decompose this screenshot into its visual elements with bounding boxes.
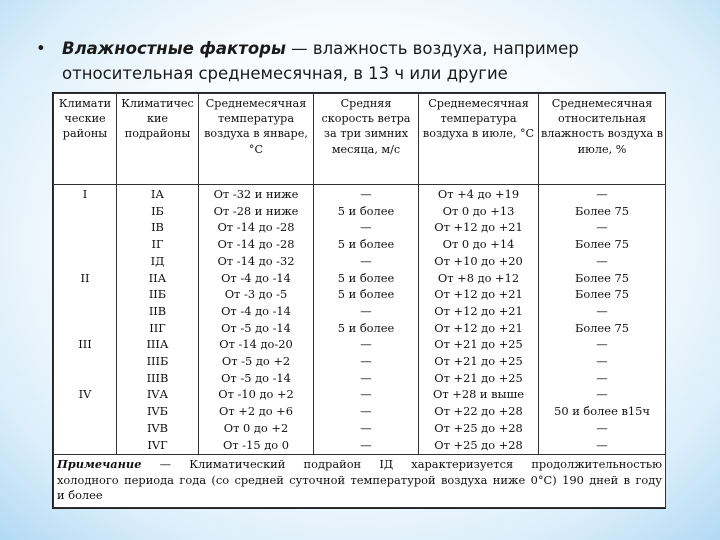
table-cell: От -4 до -14 [221, 270, 291, 285]
table-cell: Более 75 [574, 203, 630, 218]
table-body-row [54, 185, 666, 455]
table-cell: От -14 до-20 [219, 337, 293, 352]
bullet-dot-icon: • [36, 39, 46, 58]
table-cell: От +4 до +19 [437, 187, 520, 201]
table-cell: — [360, 387, 372, 402]
table-cell [54, 320, 116, 337]
table-cell: IВ [151, 220, 164, 235]
table-cell: От +25 до +28 [434, 437, 523, 452]
bullet-body [62, 36, 676, 86]
table-cell: От -10 до +2 [218, 387, 294, 402]
table-cell: — [596, 437, 608, 452]
table-cell: От +8 до +12 [437, 270, 520, 285]
table-cell: От +10 до +20 [434, 253, 523, 268]
climate-table [53, 93, 666, 508]
table-cell: — [360, 187, 372, 201]
table-cell: — [360, 420, 372, 435]
table-cell: От -28 и ниже [213, 203, 299, 218]
july-humidity-column [539, 185, 666, 455]
table-cell [54, 286, 116, 303]
table-note-row [54, 455, 666, 508]
subregions-column [117, 185, 199, 455]
table-cell: От 0 до +13 [442, 203, 515, 218]
table-cell: 5 и более [337, 237, 395, 252]
table-cell: IIГ [149, 320, 166, 335]
table-cell [54, 437, 116, 454]
table-cell: — [360, 337, 372, 352]
bullet-paragraph [36, 36, 676, 86]
table-note [54, 455, 666, 508]
climate-table-image [52, 92, 666, 509]
wind-speed-column [314, 185, 419, 455]
table-cell: IVБ [146, 404, 169, 419]
table-cell: От +2 до +6 [219, 404, 293, 419]
table-cell: От +12 до +21 [434, 303, 523, 318]
table-cell: 5 и более [337, 270, 395, 285]
table-cell: IVВ [146, 420, 169, 435]
table-cell: — [596, 420, 608, 435]
table-cell: От +21 до +25 [434, 337, 523, 352]
header-july-temperature: Среднемесячная температура воздуха в июле, °С [419, 94, 539, 185]
table-cell: От +25 до +28 [434, 420, 523, 435]
table-cell: IД [150, 253, 165, 268]
table-cell: От +21 до +25 [434, 354, 523, 369]
note-text-1: — Климатический подрайон IД характеризуется продолжительностью [141, 457, 662, 472]
table-cell: От 0 до +2 [223, 420, 289, 435]
header-climate-subregions: Климатичес кие подрайоны [117, 94, 199, 185]
table-cell [54, 370, 116, 387]
table-cell: IV [78, 387, 92, 402]
january-temperature-column [199, 185, 314, 455]
july-temperature-column [419, 185, 539, 455]
note-line-1 [57, 457, 662, 473]
table-cell [54, 420, 116, 437]
header-january-temperature: Среднемесячная температура воздуха в январе,°С [199, 94, 314, 185]
table-cell: IVГ [147, 437, 168, 452]
table-cell: IА [150, 187, 165, 201]
table-cell: 5 и более [337, 320, 395, 335]
header-winter-wind-speed: Средняя скорость ветра за три зимних месяца, м/с [314, 94, 419, 185]
table-cell: От 0 до +14 [442, 237, 515, 252]
regions-column [54, 185, 117, 455]
table-cell: — [360, 354, 372, 369]
table-cell: От -15 до 0 [223, 437, 289, 452]
table-cell: IIIБ [146, 354, 169, 369]
table-cell: — [596, 253, 608, 268]
table-cell: 5 и более [337, 203, 395, 218]
bullet-text: — влажность воздуха, например относительная среднемесячная, в 13 ч или другие [62, 39, 579, 83]
table-cell: IБ [151, 203, 164, 218]
table-cell: От +12 до +21 [434, 287, 523, 302]
table-cell [54, 253, 116, 270]
table-cell: IVА [146, 387, 169, 402]
table-cell: IIА [148, 270, 167, 285]
table-cell: — [596, 187, 608, 201]
table-cell: Более 75 [574, 237, 630, 252]
table-cell: — [360, 220, 372, 235]
table-cell: От -14 до -28 [217, 220, 295, 235]
table-cell [54, 219, 116, 236]
table-cell: Более 75 [574, 270, 630, 285]
table-cell: От -32 и ниже [213, 187, 299, 201]
table-cell: От +12 до +21 [434, 320, 523, 335]
bullet-item [36, 36, 676, 86]
table-cell: III [78, 337, 92, 352]
table-cell: От +28 и выше [433, 387, 524, 402]
table-cell: — [596, 387, 608, 402]
bullet-title: Влажностные факторы [62, 39, 286, 58]
table-cell: От -4 до -14 [221, 303, 291, 318]
table-cell: — [596, 220, 608, 235]
table-cell: IIВ [148, 303, 167, 318]
table-cell: IIБ [148, 287, 167, 302]
table-cell [54, 203, 116, 220]
table-cell: От +22 до +28 [434, 404, 523, 419]
note-label: Примечание [57, 457, 142, 472]
table-cell: — [596, 370, 608, 385]
table-cell [54, 403, 116, 420]
table-cell: — [360, 253, 372, 268]
header-climate-regions: Климати ческие районы [54, 94, 117, 185]
table-cell: IIIВ [146, 370, 169, 385]
table-cell: — [596, 354, 608, 369]
table-cell: I [82, 187, 88, 201]
table-cell: — [360, 437, 372, 452]
table-cell: — [360, 303, 372, 318]
table-cell: — [360, 370, 372, 385]
table-cell: Более 75 [574, 320, 630, 335]
table-cell: II [80, 270, 90, 285]
table-cell: IГ [151, 237, 164, 252]
table-cell [54, 303, 116, 320]
table-cell: От -3 до -5 [224, 287, 288, 302]
table-cell: Более 75 [574, 287, 630, 302]
table-cell [54, 236, 116, 253]
table-header-row [54, 94, 666, 185]
table-cell: От -14 до -32 [217, 253, 295, 268]
table-cell: 50 и более в15ч [554, 404, 650, 419]
note-line-3: и более [57, 488, 103, 503]
table-cell: — [360, 404, 372, 419]
table-cell: От -5 до -14 [221, 370, 291, 385]
table-cell: От -5 до +2 [221, 354, 291, 369]
table-cell: — [596, 337, 608, 352]
table-cell: От -5 до -14 [221, 320, 291, 335]
table-cell: — [596, 303, 608, 318]
table-cell [54, 353, 116, 370]
header-july-humidity: Среднемесячная относительная влажность воздуха в июле, % [539, 94, 666, 185]
table-cell: 5 и более [337, 287, 395, 302]
table-cell: От +21 до +25 [434, 370, 523, 385]
table-cell: От +12 до +21 [434, 220, 523, 235]
table-cell: От -14 до -28 [217, 237, 295, 252]
table-cell: IIIА [146, 337, 169, 352]
note-line-2: холодного периода года (со средней суточной температурой воздуха ниже 0°С) 190 дней в году [57, 472, 662, 487]
